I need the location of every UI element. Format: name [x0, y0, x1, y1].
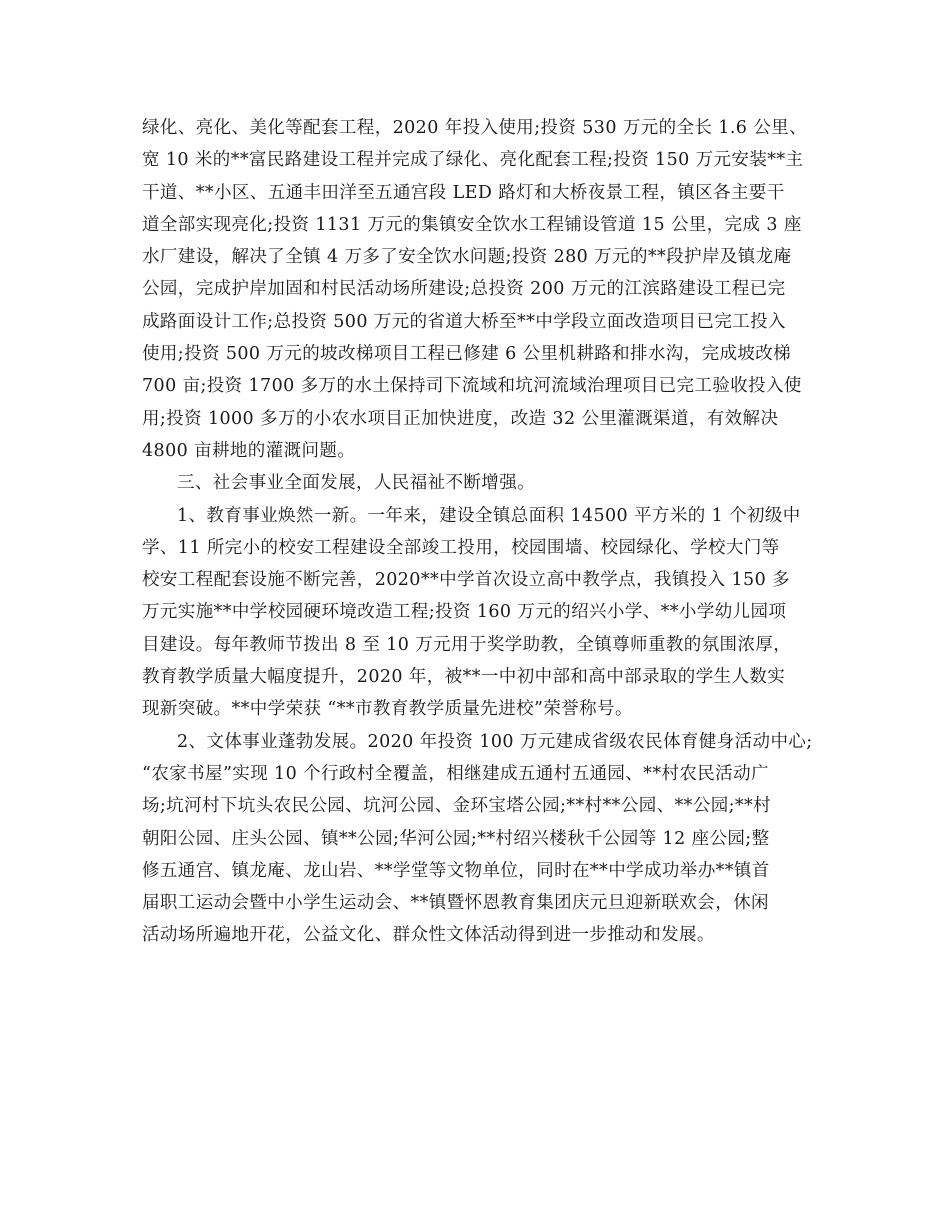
- text-line: 现新突破。**中学荣获 “**市教育教学质量先进校”荣誉称号。: [142, 699, 633, 720]
- text-line: 水厂建设，解决了全镇 4 万多了安全饮水问题;投资 280 万元的**段护岸及镇龙庵: [142, 247, 792, 268]
- text-line: 场;坑河村下坑头农民公园、坑河公园、金环宝塔公园;**村**公园、**公园;**村: [142, 796, 772, 817]
- text-line: 朝阳公园、庄头公园、镇**公园;华河公园;**村绍兴楼秋千公园等 12 座公园;整: [142, 828, 770, 849]
- text-line: 届职工运动会暨中小学生运动会、**镇暨怀恩教育集团庆元旦迎新联欢会，休闲: [142, 893, 769, 914]
- text-line: 万元实施**中学校园硬环境改造工程;投资 160 万元的绍兴小学、**小学幼儿园项: [142, 602, 787, 623]
- text-line: 学、11 所完小的校安工程建设全部竣工投用，校园围墙、校园绿化、学校大门等: [142, 537, 780, 558]
- paragraph-start: 2、文体事业蓬勃发展。2020 年投资 100 万元建成省级农民体育健身活动中心;: [177, 731, 813, 752]
- text-line: 使用;投资 500 万元的坡改梯项目工程已修建 6 公里机耕路和排水沟，完成坡改梯: [142, 344, 792, 365]
- text-line: 干道、**小区、五通丰田洋至五通宫段 LED 路灯和大桥夜景工程，镇区各主要干: [142, 182, 785, 203]
- text-line: 活动场所遍地开花，公益文化、群众性文体活动得到进一步推动和发展。: [142, 925, 715, 946]
- text-line: “农家书屋”实现 10 个行政村全覆盖，相继建成五通村五通园、**村农民活动广: [142, 763, 769, 784]
- text-line: 公园，完成护岸加固和村民活动场所建设;总投资 200 万元的江滨路建设工程已完: [142, 279, 786, 300]
- text-line: 修五通宫、镇龙庵、龙山岩、**学堂等文物单位，同时在**中学成功举办**镇首: [142, 860, 770, 881]
- body-text: [142, 112, 822, 952]
- text-line: 教育教学质量大幅度提升，2020 年，被**一中初中部和高中部录取的学生人数实: [142, 667, 786, 688]
- text-line: 宽 10 米的**富民路建设工程并完成了绿化、亮化配套工程;投资 150 万元安装**主: [142, 150, 804, 171]
- text-line: 用;投资 1000 多万的小农水项目正加快进度，改造 32 公里灌溉渠道，有效解决: [142, 408, 779, 429]
- text-line: 道全部实现亮化;投资 1131 万元的集镇安全饮水工程铺设管道 15 公里，完成 3 座: [142, 214, 802, 235]
- text-line: 校安工程配套设施不断完善，2020**中学首次设立高中教学点，我镇投入 150 多: [142, 570, 790, 591]
- text-line: 700 亩;投资 1700 多万的水土保持司下流域和坑河流域治理项目已完工验收投入使: [142, 376, 802, 397]
- text-line: 目建设。每年教师节拨出 8 至 10 万元用于奖学助教，全镇尊师重教的氛围浓厚，: [142, 634, 792, 655]
- section-heading: 三、社会事业全面发展，人民福祉不断增强。: [177, 473, 535, 494]
- text-line: 成路面设计工作;总投资 500 万元的省道大桥至**中学段立面改造项目已完工投入: [142, 311, 786, 332]
- text-line: 4800 亩耕地的灌溉问题。: [142, 440, 356, 461]
- text-line: 绿化、亮化、美化等配套工程，2020 年投入使用;投资 530 万元的全长 1.6 公里、: [142, 118, 807, 138]
- paragraph-start: 1、教育事业焕然一新。一年来，建设全镇总面积 14500 平方米的 1 个初级中: [177, 505, 801, 526]
